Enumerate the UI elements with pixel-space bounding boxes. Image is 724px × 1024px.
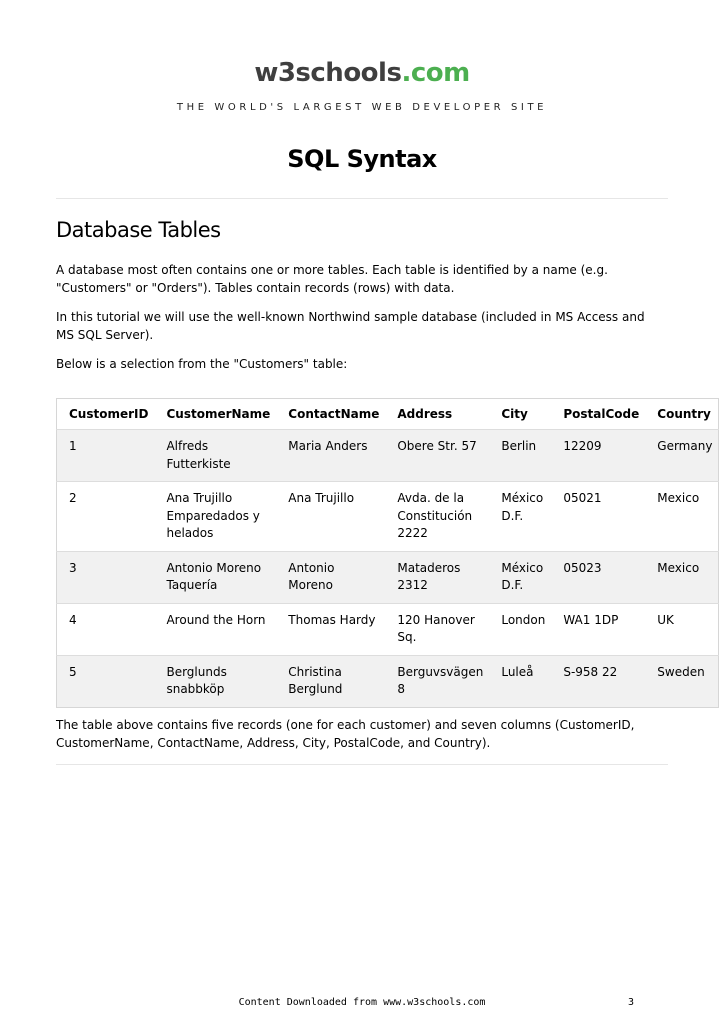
table-cell: Germany [645, 430, 719, 482]
column-header-postalcode: PostalCode [551, 399, 645, 430]
table-cell: Avda. de la Constitución 2222 [385, 482, 489, 552]
logo-tld: .com [401, 58, 470, 88]
table-row [57, 655, 719, 707]
footer-text: Content Downloaded from www.w3schools.com [238, 997, 486, 1008]
table-cell: Maria Anders [276, 430, 385, 482]
table-cell: Alfreds Futterkiste [154, 430, 276, 482]
table-cell: Thomas Hardy [276, 603, 385, 655]
table-cell: Mataderos 2312 [385, 551, 489, 603]
table-cell: Ana Trujillo Emparedados y helados [154, 482, 276, 552]
title-divider [56, 198, 668, 199]
customers-table [56, 398, 719, 708]
section-heading: Database Tables [56, 218, 221, 242]
table-header-row [57, 399, 719, 430]
table-cell: Antonio Moreno [276, 551, 385, 603]
table-cell: 3 [57, 551, 155, 603]
table-cell: Berglunds snabbköp [154, 655, 276, 707]
table-cell: Around the Horn [154, 603, 276, 655]
page-number: 3 [628, 997, 635, 1008]
table-cell: Antonio Moreno Taquería [154, 551, 276, 603]
column-header-customername: CustomerName [154, 399, 276, 430]
column-header-contactname: ContactName [276, 399, 385, 430]
table-cell: 4 [57, 603, 155, 655]
table-cell: Christina Berglund [276, 655, 385, 707]
w3schools-logo [0, 58, 724, 88]
table-cell: 05021 [551, 482, 645, 552]
table-cell: Luleå [489, 655, 551, 707]
table-cell: S-958 22 [551, 655, 645, 707]
column-header-address: Address [385, 399, 489, 430]
table-cell: 05023 [551, 551, 645, 603]
table-row [57, 482, 719, 552]
table-cell: México D.F. [489, 551, 551, 603]
table-cell: México D.F. [489, 482, 551, 552]
table-row [57, 551, 719, 603]
table-cell: Berguvsvägen 8 [385, 655, 489, 707]
selection-paragraph: Below is a selection from the "Customers" table: [56, 357, 348, 371]
table-cell: 120 Hanover Sq. [385, 603, 489, 655]
logo-brand: w3schools [254, 58, 402, 88]
table-cell: Mexico [645, 482, 719, 552]
table-cell: 1 [57, 430, 155, 482]
intro-paragraph: A database most often contains one or more tables. Each table is identified by a name (e.g. "Customers" or "Orders"). Tables contain records (rows) with data. [56, 263, 608, 295]
table-cell: Mexico [645, 551, 719, 603]
table-row [57, 603, 719, 655]
northwind-paragraph: In this tutorial we will use the well-known Northwind sample database (included in MS Access and MS SQL Server). [56, 310, 645, 342]
column-header-customerid: CustomerID [57, 399, 155, 430]
table-cell: 5 [57, 655, 155, 707]
tagline: THE WORLD'S LARGEST WEB DEVELOPER SITE [176, 102, 548, 113]
column-header-city: City [489, 399, 551, 430]
table-row [57, 430, 719, 482]
table-cell: London [489, 603, 551, 655]
table-cell: Ana Trujillo [276, 482, 385, 552]
table-cell: 12209 [551, 430, 645, 482]
table-cell: Obere Str. 57 [385, 430, 489, 482]
table-cell: Berlin [489, 430, 551, 482]
column-header-country: Country [645, 399, 719, 430]
bottom-divider [56, 764, 668, 765]
table-cell: UK [645, 603, 719, 655]
table-cell: Sweden [645, 655, 719, 707]
table-cell: 2 [57, 482, 155, 552]
summary-paragraph: The table above contains five records (one for each customer) and seven columns (CustomerID, CustomerName, ContactName, Address, City, PostalCode, and Country). [56, 718, 635, 750]
page-title: SQL Syntax [287, 145, 437, 173]
table-cell: WA1 1DP [551, 603, 645, 655]
